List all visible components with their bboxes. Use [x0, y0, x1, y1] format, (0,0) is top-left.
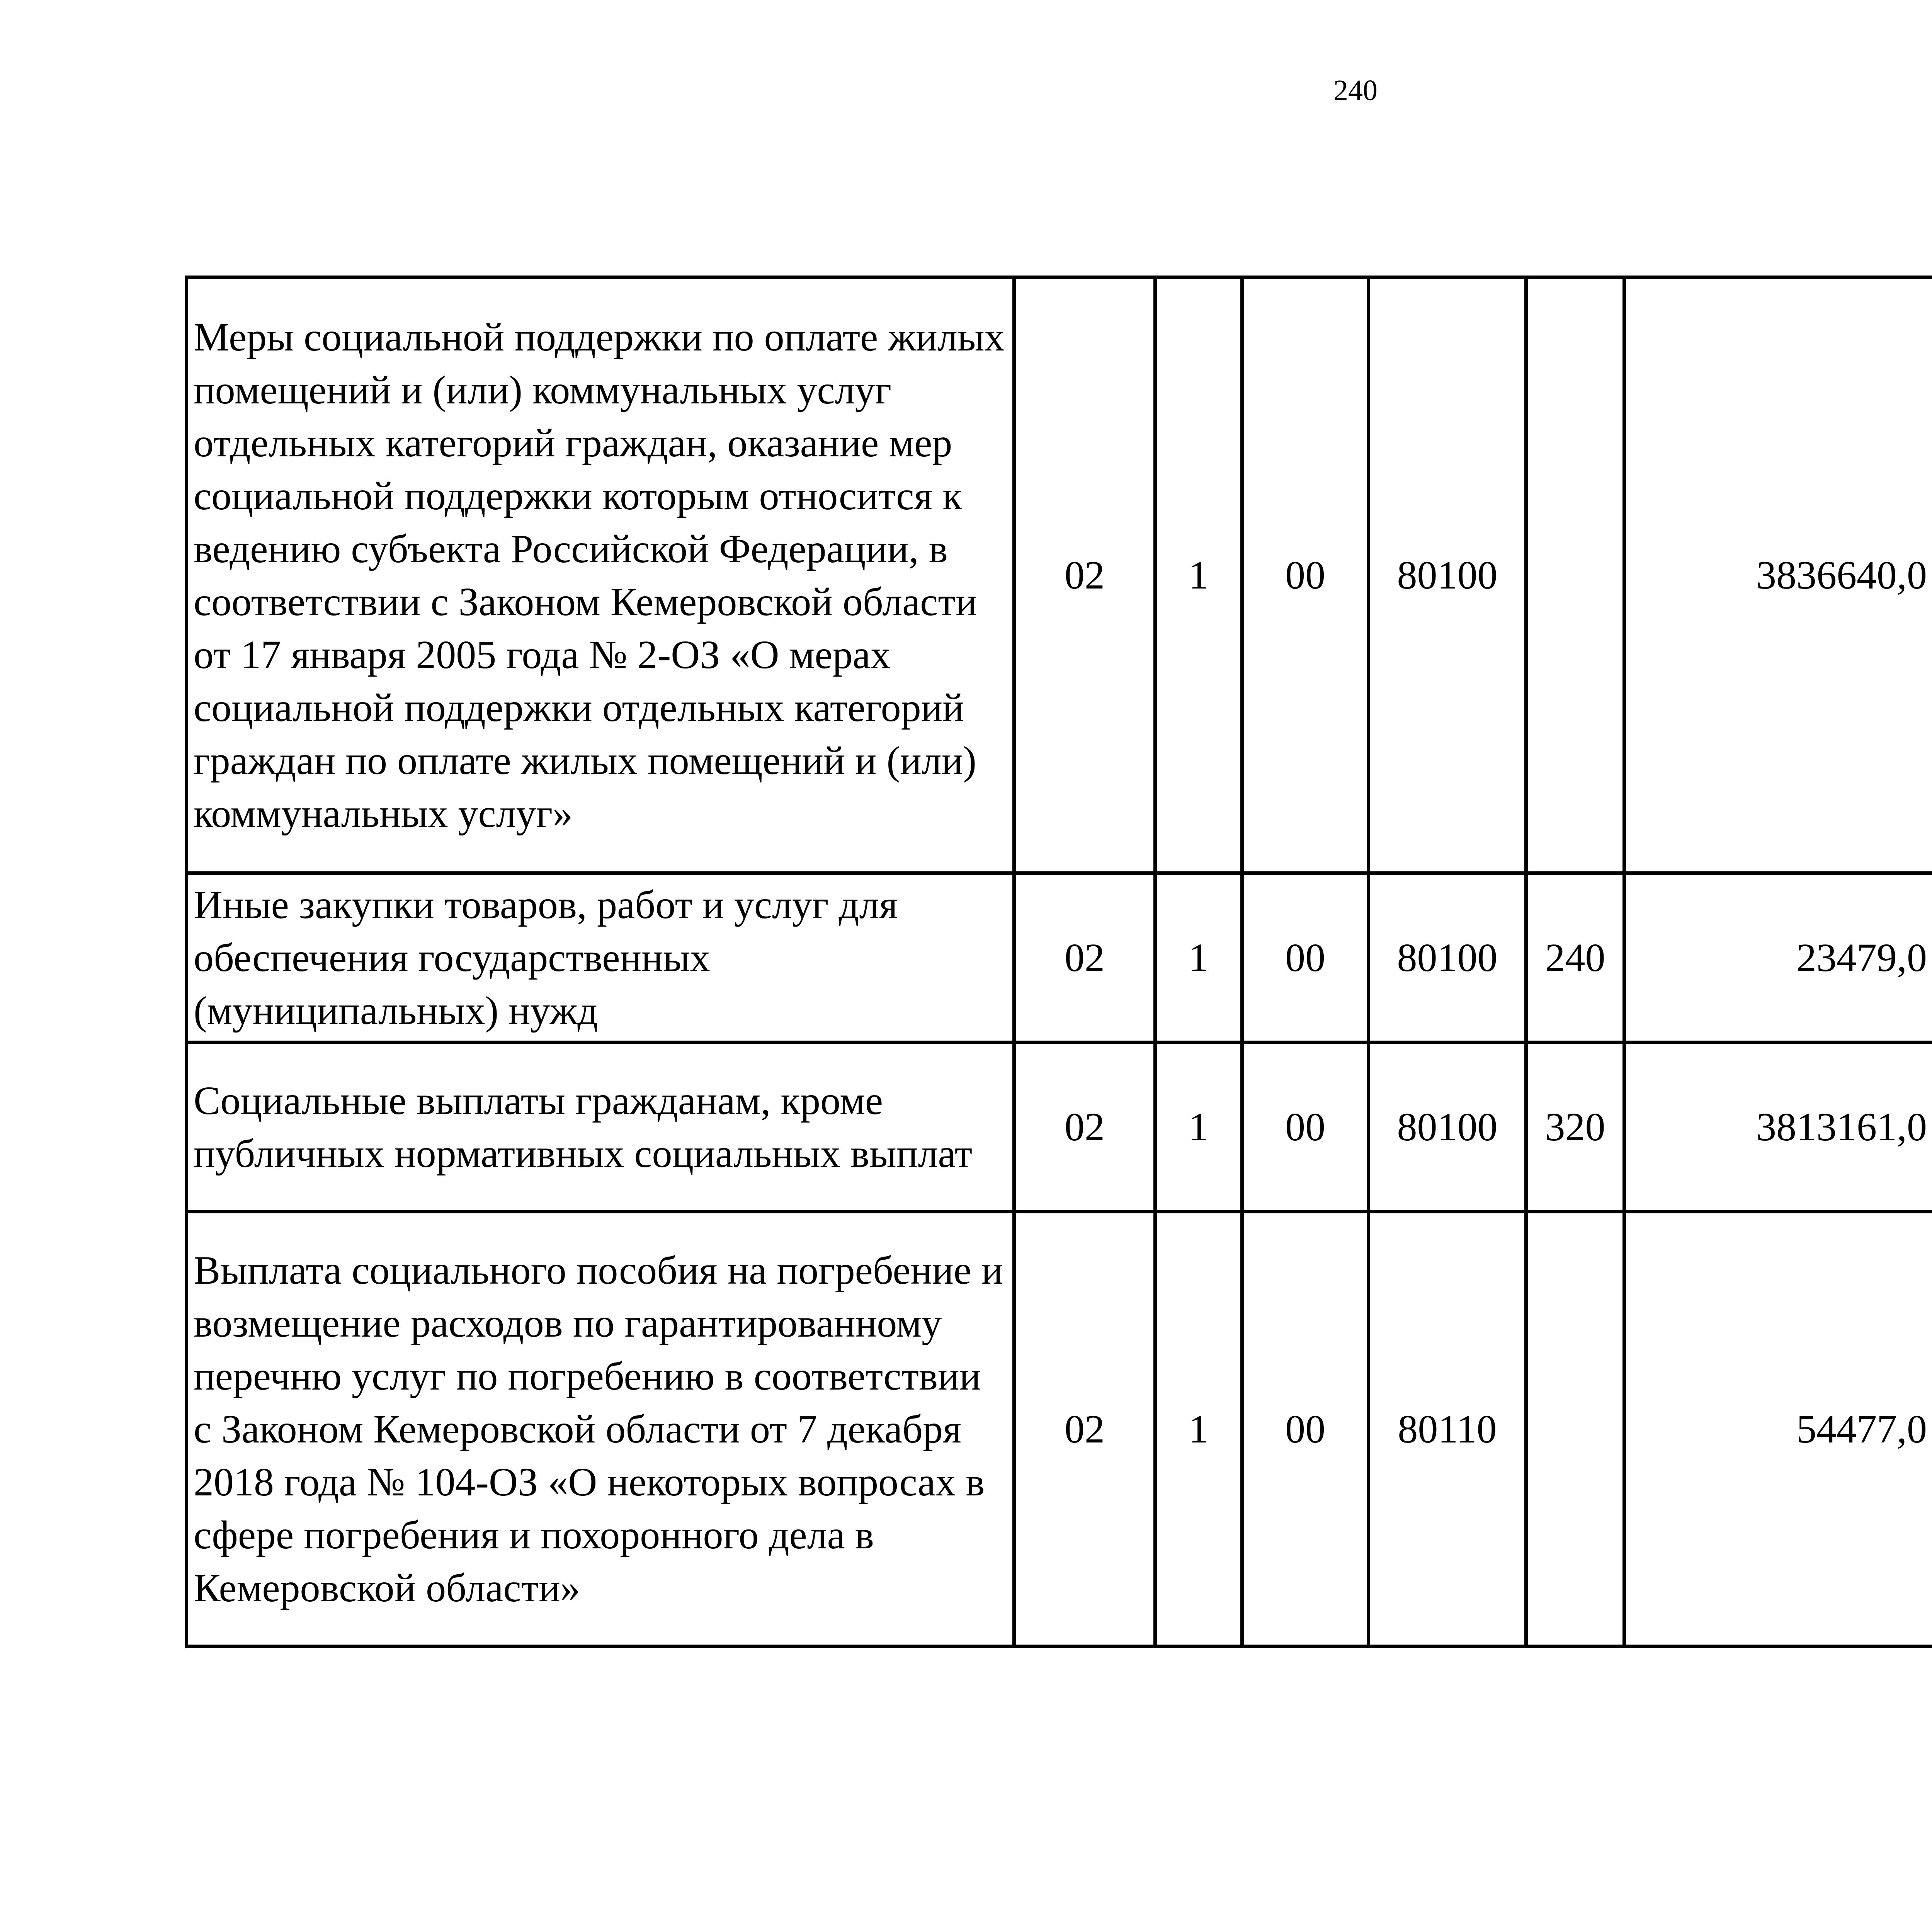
program-code: 02: [1014, 1043, 1155, 1212]
subprogram-code: 1: [1155, 277, 1242, 873]
expense-code: 80100: [1369, 277, 1526, 873]
program-code: 02: [1014, 1212, 1155, 1647]
amount-year-1: 3813161,0: [1624, 1043, 1932, 1212]
direction-code: 00: [1242, 1043, 1369, 1212]
amount-year-1: 54477,0: [1624, 1212, 1932, 1647]
amount-year-1: 23479,0: [1624, 873, 1932, 1043]
direction-code: 00: [1242, 1212, 1369, 1647]
budget-table: [185, 276, 1932, 1648]
expense-name: Иные закупки товаров, работ и услуг для обеспечения государственных (муниципальных) нужд: [187, 873, 1014, 1043]
table-row: [187, 873, 1932, 1043]
amount-year-1: 3836640,0: [1624, 277, 1932, 873]
expense-type-code: 240: [1526, 873, 1624, 1043]
subprogram-code: 1: [1155, 1212, 1242, 1647]
table-row: [187, 1043, 1932, 1212]
expense-name: Меры социальной поддержки по оплате жилых помещений и (или) коммунальных услуг отдельных категорий граждан, оказание мер социальной поддержки которым относится к ведению субъекта Российской Федерации, в соответствии с Законом Кемеровской области от 17 января 2005 года № 2-ОЗ «О мерах социальной поддержки отдельных категорий граждан по оплате жилых помещений и (или) коммунальных услуг»: [187, 277, 1014, 873]
program-code: 02: [1014, 277, 1155, 873]
expense-name: Социальные выплаты гражданам, кроме публичных нормативных социальных выплат: [187, 1043, 1014, 1212]
expense-type-code: [1526, 1212, 1624, 1647]
subprogram-code: 1: [1155, 1043, 1242, 1212]
direction-code: 00: [1242, 873, 1369, 1043]
expense-name: Выплата социального пособия на погребение и возмещение расходов по гарантированному перечню услуг по погребению в соответствии с Законом Кемеровской области от 7 декабря 2018 года № 104-ОЗ «О некоторых вопросах в сфере погребения и похоронного дела в Кемеровской области»: [187, 1212, 1014, 1647]
expense-code: 80100: [1369, 873, 1526, 1043]
expense-code: 80100: [1369, 1043, 1526, 1212]
program-code: 02: [1014, 873, 1155, 1043]
page-number: 240: [1333, 74, 1378, 107]
subprogram-code: 1: [1155, 873, 1242, 1043]
expense-code: 80110: [1369, 1212, 1526, 1647]
table-row: [187, 1212, 1932, 1647]
direction-code: 00: [1242, 277, 1369, 873]
expense-type-code: 320: [1526, 1043, 1624, 1212]
expense-type-code: [1526, 277, 1624, 873]
table-row: [187, 277, 1932, 873]
